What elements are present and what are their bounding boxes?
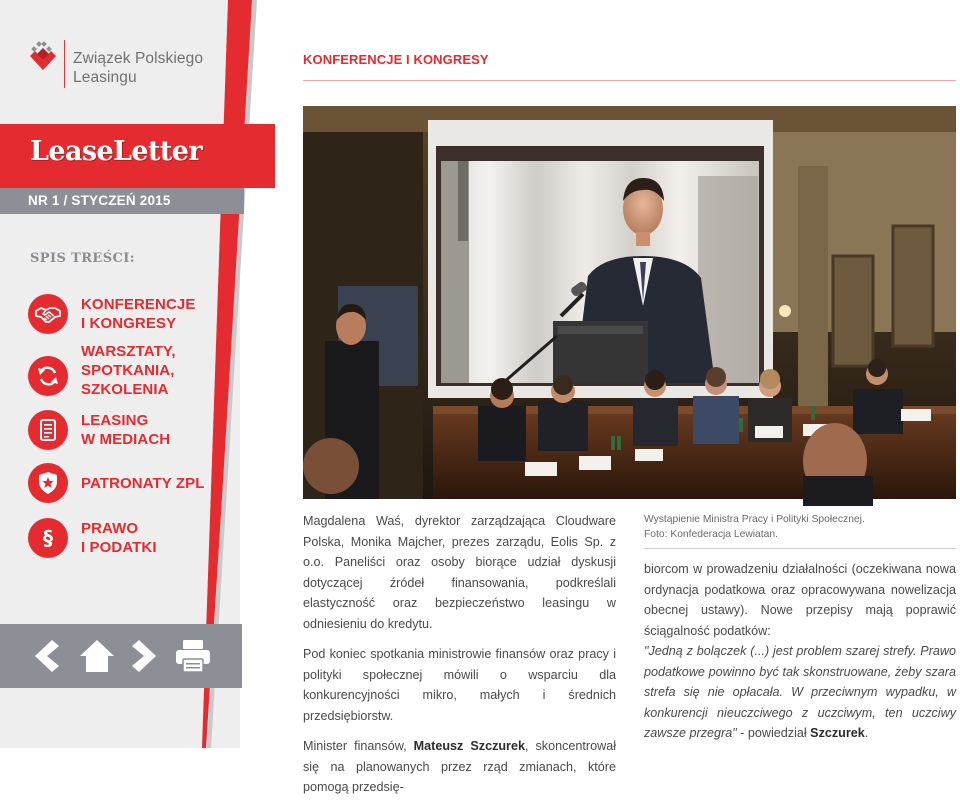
person-name: Szczurek (810, 726, 865, 740)
caption-divider (644, 548, 956, 549)
toc-label-line: I KONGRESY (81, 315, 177, 332)
shield-star-icon (28, 463, 68, 503)
text-run: - powiedział (736, 726, 811, 740)
text-run: , skoncentrował się na planowanych przez rząd zmianach, które pomogą przedsię- (303, 739, 616, 794)
toc-label (81, 295, 195, 333)
sidebar (0, 0, 300, 748)
article-column-left (303, 511, 616, 808)
caption-line: Wystąpienie Ministra Pracy i Polityki Społecznej. (644, 514, 865, 525)
section-title: KONFERENCJE I KONGRESY (303, 52, 489, 67)
text-run: . (864, 726, 869, 740)
toc-label-line: SPOTKANIA, (81, 362, 175, 379)
home-icon[interactable] (77, 636, 117, 676)
toc-item-konferencje[interactable] (28, 294, 195, 334)
toc-label (81, 519, 157, 557)
article-paragraph: Magdalena Waś, dyrektor zarządzająca Cloudware Polska, Monika Majcher, prezes zarządu, Eolis Sp. z o.o. Paneliści oraz osoby biorące udział dyskusji dotyczącej źródeł finansowania, podkreślali elastyczność oraz bezpieczeństwo leasingu w odniesieniu do kredytu. (303, 514, 616, 631)
logo-line2: Leasingu (73, 69, 137, 86)
svg-text:§: § (43, 526, 53, 550)
toc-label-line: PATRONATY ZPL (81, 474, 205, 492)
person-name: Mateusz Szczurek (413, 739, 525, 753)
arrow-left-icon[interactable] (25, 636, 65, 676)
toc-item-prawo[interactable] (28, 518, 157, 558)
toc-label (81, 474, 205, 493)
article-paragraph (303, 736, 616, 798)
issue-label: NR 1 / STYCZEŃ 2015 (28, 193, 171, 208)
logo-line1: Związek Polskiego (73, 50, 204, 67)
toc-label-line: KONFERENCJE (81, 296, 196, 313)
toc-label-line: LEASING (81, 412, 149, 429)
arrow-right-icon[interactable] (126, 636, 166, 676)
article-quote (644, 641, 956, 744)
toc-item-warsztaty[interactable] (28, 342, 176, 399)
toc-item-leasing-w-mediach[interactable] (28, 410, 170, 450)
toc-label-line: SZKOLENIA (81, 381, 169, 398)
caption-credit: Foto: Konfederacja Lewiatan. (644, 528, 778, 540)
toc-label-line: PRAWO (81, 520, 139, 537)
article-paragraph: biorcom w prowadzeniu działalności (oczekiwana nowa ordynacja podatkowa oraz opracowywana nowelizacja obecnej ustawy). Nowe przepisy mają poprawić ściągalność podatków: (644, 562, 956, 638)
toc-label-line: W MEDIACH (81, 431, 171, 448)
article-column-right (644, 559, 956, 744)
toc-label (81, 411, 170, 449)
toc-heading: SPIS TREŚCI: (30, 251, 135, 266)
handshake-icon (28, 294, 68, 334)
conference-photo[interactable] (303, 106, 956, 499)
toc-label-line: I PODATKI (81, 539, 157, 556)
toc-item-patronaty[interactable] (28, 463, 205, 503)
toc-label-line: WARSZTATY, (81, 343, 176, 360)
newsletter-title: LeaseLetter (30, 136, 202, 167)
paragraph-icon (28, 518, 68, 558)
print-icon[interactable] (173, 636, 213, 676)
document-icon (28, 410, 68, 450)
section-divider (303, 80, 956, 81)
quote-text: "Jedną z bolączek (...) jest problem szarej strefy. Prawo podatkowe powinno być tak skonstruowane, żeby szara strefa się nie opłacała. W przeciwnym wypadku, w konkurencji nieuczciwego z uczciwym, ten uczciwy zawsze przegra" (644, 644, 956, 740)
toc-label (81, 342, 176, 399)
photo-caption (644, 513, 956, 542)
article-paragraph: Pod koniec spotkania ministrowie finansów oraz pracy i polityki społecznej mówili o wsparciu dla konkurencyjności mikro, małych i średnich przedsiębiorstw. (303, 647, 616, 723)
refresh-icon (28, 356, 68, 396)
text-run: Minister finansów, (303, 739, 414, 753)
